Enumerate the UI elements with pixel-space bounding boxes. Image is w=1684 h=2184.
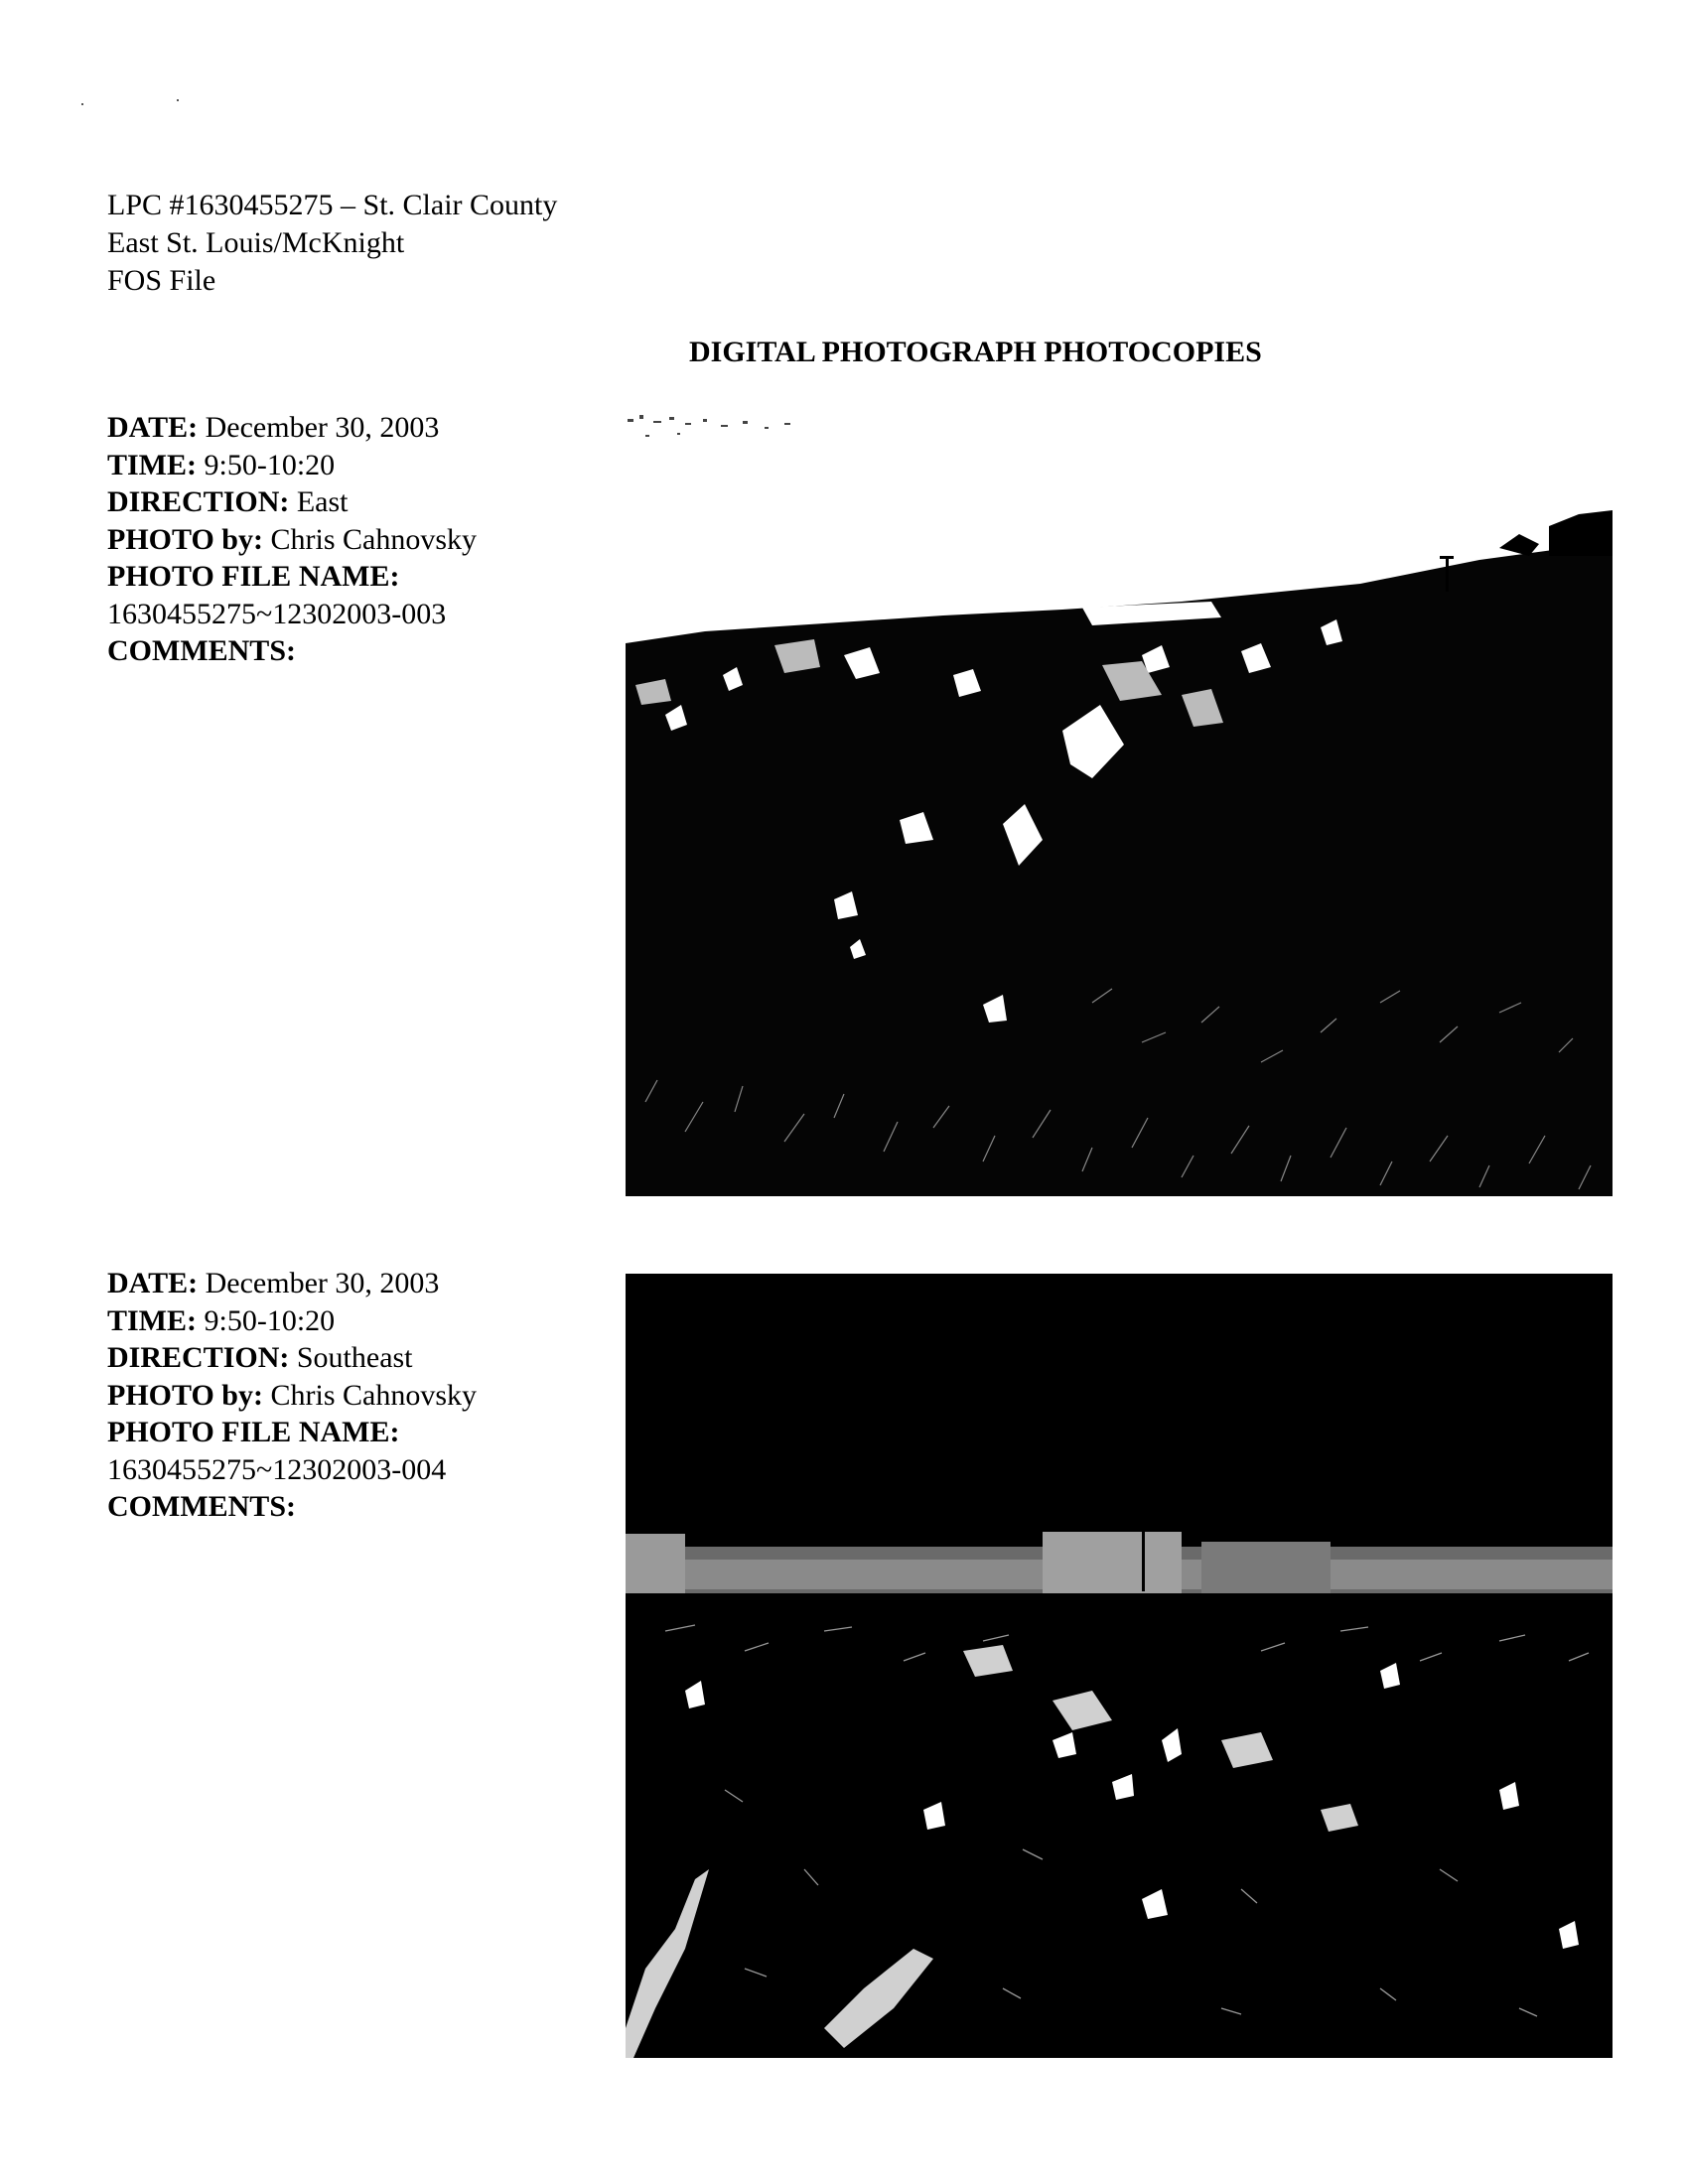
- photo-image: [626, 407, 1613, 1196]
- photographer-label: PHOTO by:: [107, 522, 263, 556]
- date-label: DATE:: [107, 411, 199, 444]
- time-label: TIME:: [107, 1303, 197, 1337]
- photographer-row: [107, 1377, 477, 1415]
- scan-speck: [81, 103, 83, 105]
- direction-label: DIRECTION:: [107, 1341, 290, 1374]
- photographer-value: Chris Cahnovsky: [270, 522, 477, 556]
- photo-image: [626, 1274, 1613, 2058]
- photographer-row: [107, 521, 477, 559]
- page-title: DIGITAL PHOTOGRAPH PHOTOCOPIES: [689, 336, 1262, 368]
- photographer-label: PHOTO by:: [107, 1378, 263, 1412]
- date-value: December 30, 2003: [205, 411, 440, 444]
- direction-label: DIRECTION:: [107, 485, 290, 518]
- file-name-label: PHOTO FILE NAME:: [107, 560, 400, 593]
- direction-value: Southeast: [296, 1341, 413, 1374]
- file-name-value: 1630455275~12302003-004: [107, 1452, 447, 1486]
- time-row: [107, 447, 477, 484]
- header-line-case: LPC #1630455275 – St. Clair County: [107, 189, 558, 221]
- date-value: December 30, 2003: [205, 1267, 440, 1299]
- file-name-value: 1630455275~12302003-003: [107, 597, 447, 630]
- date-row: [107, 1265, 477, 1302]
- time-value: 9:50-10:20: [204, 1303, 336, 1337]
- header-line-file: FOS File: [107, 264, 216, 297]
- photo-east-debris-slope: [626, 407, 1613, 1196]
- comments-label: COMMENTS:: [107, 634, 296, 667]
- date-label: DATE:: [107, 1267, 199, 1299]
- header-line-location: East St. Louis/McKnight: [107, 226, 405, 259]
- direction-row: [107, 1339, 477, 1377]
- date-row: [107, 409, 477, 447]
- direction-row: [107, 483, 477, 521]
- time-value: 9:50-10:20: [204, 448, 336, 481]
- comments-label: COMMENTS:: [107, 1490, 296, 1523]
- direction-value: East: [296, 485, 349, 518]
- photo-metadata: [107, 409, 477, 670]
- photographer-value: Chris Cahnovsky: [270, 1378, 477, 1412]
- scan-speck: [177, 99, 179, 101]
- time-label: TIME:: [107, 448, 197, 481]
- time-row: [107, 1302, 477, 1340]
- document-header: [107, 187, 557, 300]
- photo-southeast-debris-field: [626, 1274, 1613, 2058]
- file-name-label: PHOTO FILE NAME:: [107, 1416, 400, 1448]
- photo-metadata: [107, 1265, 477, 1526]
